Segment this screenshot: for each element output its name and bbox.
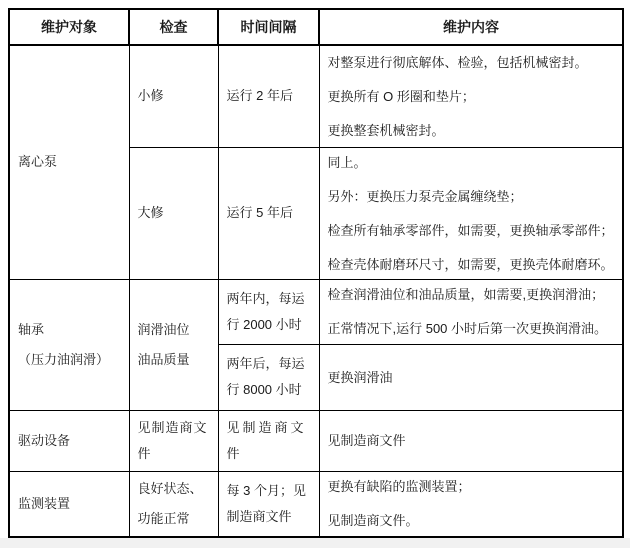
content-line: 更换有缺陷的监测装置； [327,479,471,495]
content-line: 见制造商文件。 [327,513,419,529]
cell-interval-driver: 见制造商文件 [218,410,319,471]
cell-check-driver: 见制造商文件 [129,410,218,471]
cell-object-centrifugal-pump: 离心泵 [9,45,129,279]
cell-content-after-2y [319,344,623,410]
check-line: 润滑油位 [137,321,190,337]
cell-content-monitor [319,471,623,537]
cell-interval-within-2y: 两年内，每运行 2000 小时 [218,279,319,344]
cell-content-major-repair [319,147,623,279]
col-header-maintenance-content: 维护内容 [319,9,623,45]
cell-interval-minor-repair: 运行 2 年后 [218,45,319,147]
cell-content-within-2y [319,279,623,344]
cell-check-oil-level-quality [129,279,218,410]
table-row-bearing-within-2y [9,279,623,344]
content-line: 检查壳体耐磨环尺寸，如需要，更换壳体耐磨环。 [327,256,614,272]
table-row-driver-equipment [9,410,623,471]
cell-check-minor-repair: 小修 [129,45,218,147]
scan-edge-band [0,538,630,548]
cell-object-driver: 驱动设备 [9,410,129,471]
cell-check-major-repair: 大修 [129,147,218,279]
col-header-maintenance-object: 维护对象 [9,9,129,45]
content-line: 更换整套机械密封。 [327,122,445,138]
check-line: 良好状态、 [137,480,203,496]
header-row [9,9,623,45]
content-line: 检查所有轴承零部件，如需要，更换轴承零部件； [327,222,614,238]
cell-interval-after-2y: 两年后，每运行 8000 小时 [218,344,319,410]
content-line: 更换所有 O 形圈和垫片； [327,88,475,104]
check-line: 油品质量 [137,351,190,367]
content-line: 检查润滑油位和油品质量，如需要,更换润滑油； [327,287,605,302]
content-line: 更换润滑油 [327,369,393,385]
cell-interval-monitor: 每 3 个月；见制造商文件 [218,471,319,537]
col-header-check: 检查 [129,9,218,45]
cell-object-monitor: 监测装置 [9,471,129,537]
check-line: 功能正常 [137,510,190,526]
content-line: 同上。 [327,154,367,170]
content-line: 另外：更换压力泵壳金属缠绕垫； [327,188,523,204]
object-line: （压力油润滑） [18,351,110,367]
cell-content-driver [319,410,623,471]
cell-check-monitor [129,471,218,537]
cell-object-bearing [9,279,129,410]
cell-interval-major-repair: 运行 5 年后 [218,147,319,279]
content-line: 正常情况下,运行 500 小时后第一次更换润滑油。 [327,321,608,336]
content-line: 对整泵进行彻底解体、检验，包括机械密封。 [327,54,588,70]
cell-content-minor-repair [319,45,623,147]
object-line: 轴承 [18,321,45,337]
content-line: 见制造商文件 [327,433,406,448]
maintenance-table [8,8,624,538]
table-row-monitoring-device [9,471,623,537]
table-row-pump-minor [9,45,623,147]
col-header-time-interval: 时间间隔 [218,9,319,45]
